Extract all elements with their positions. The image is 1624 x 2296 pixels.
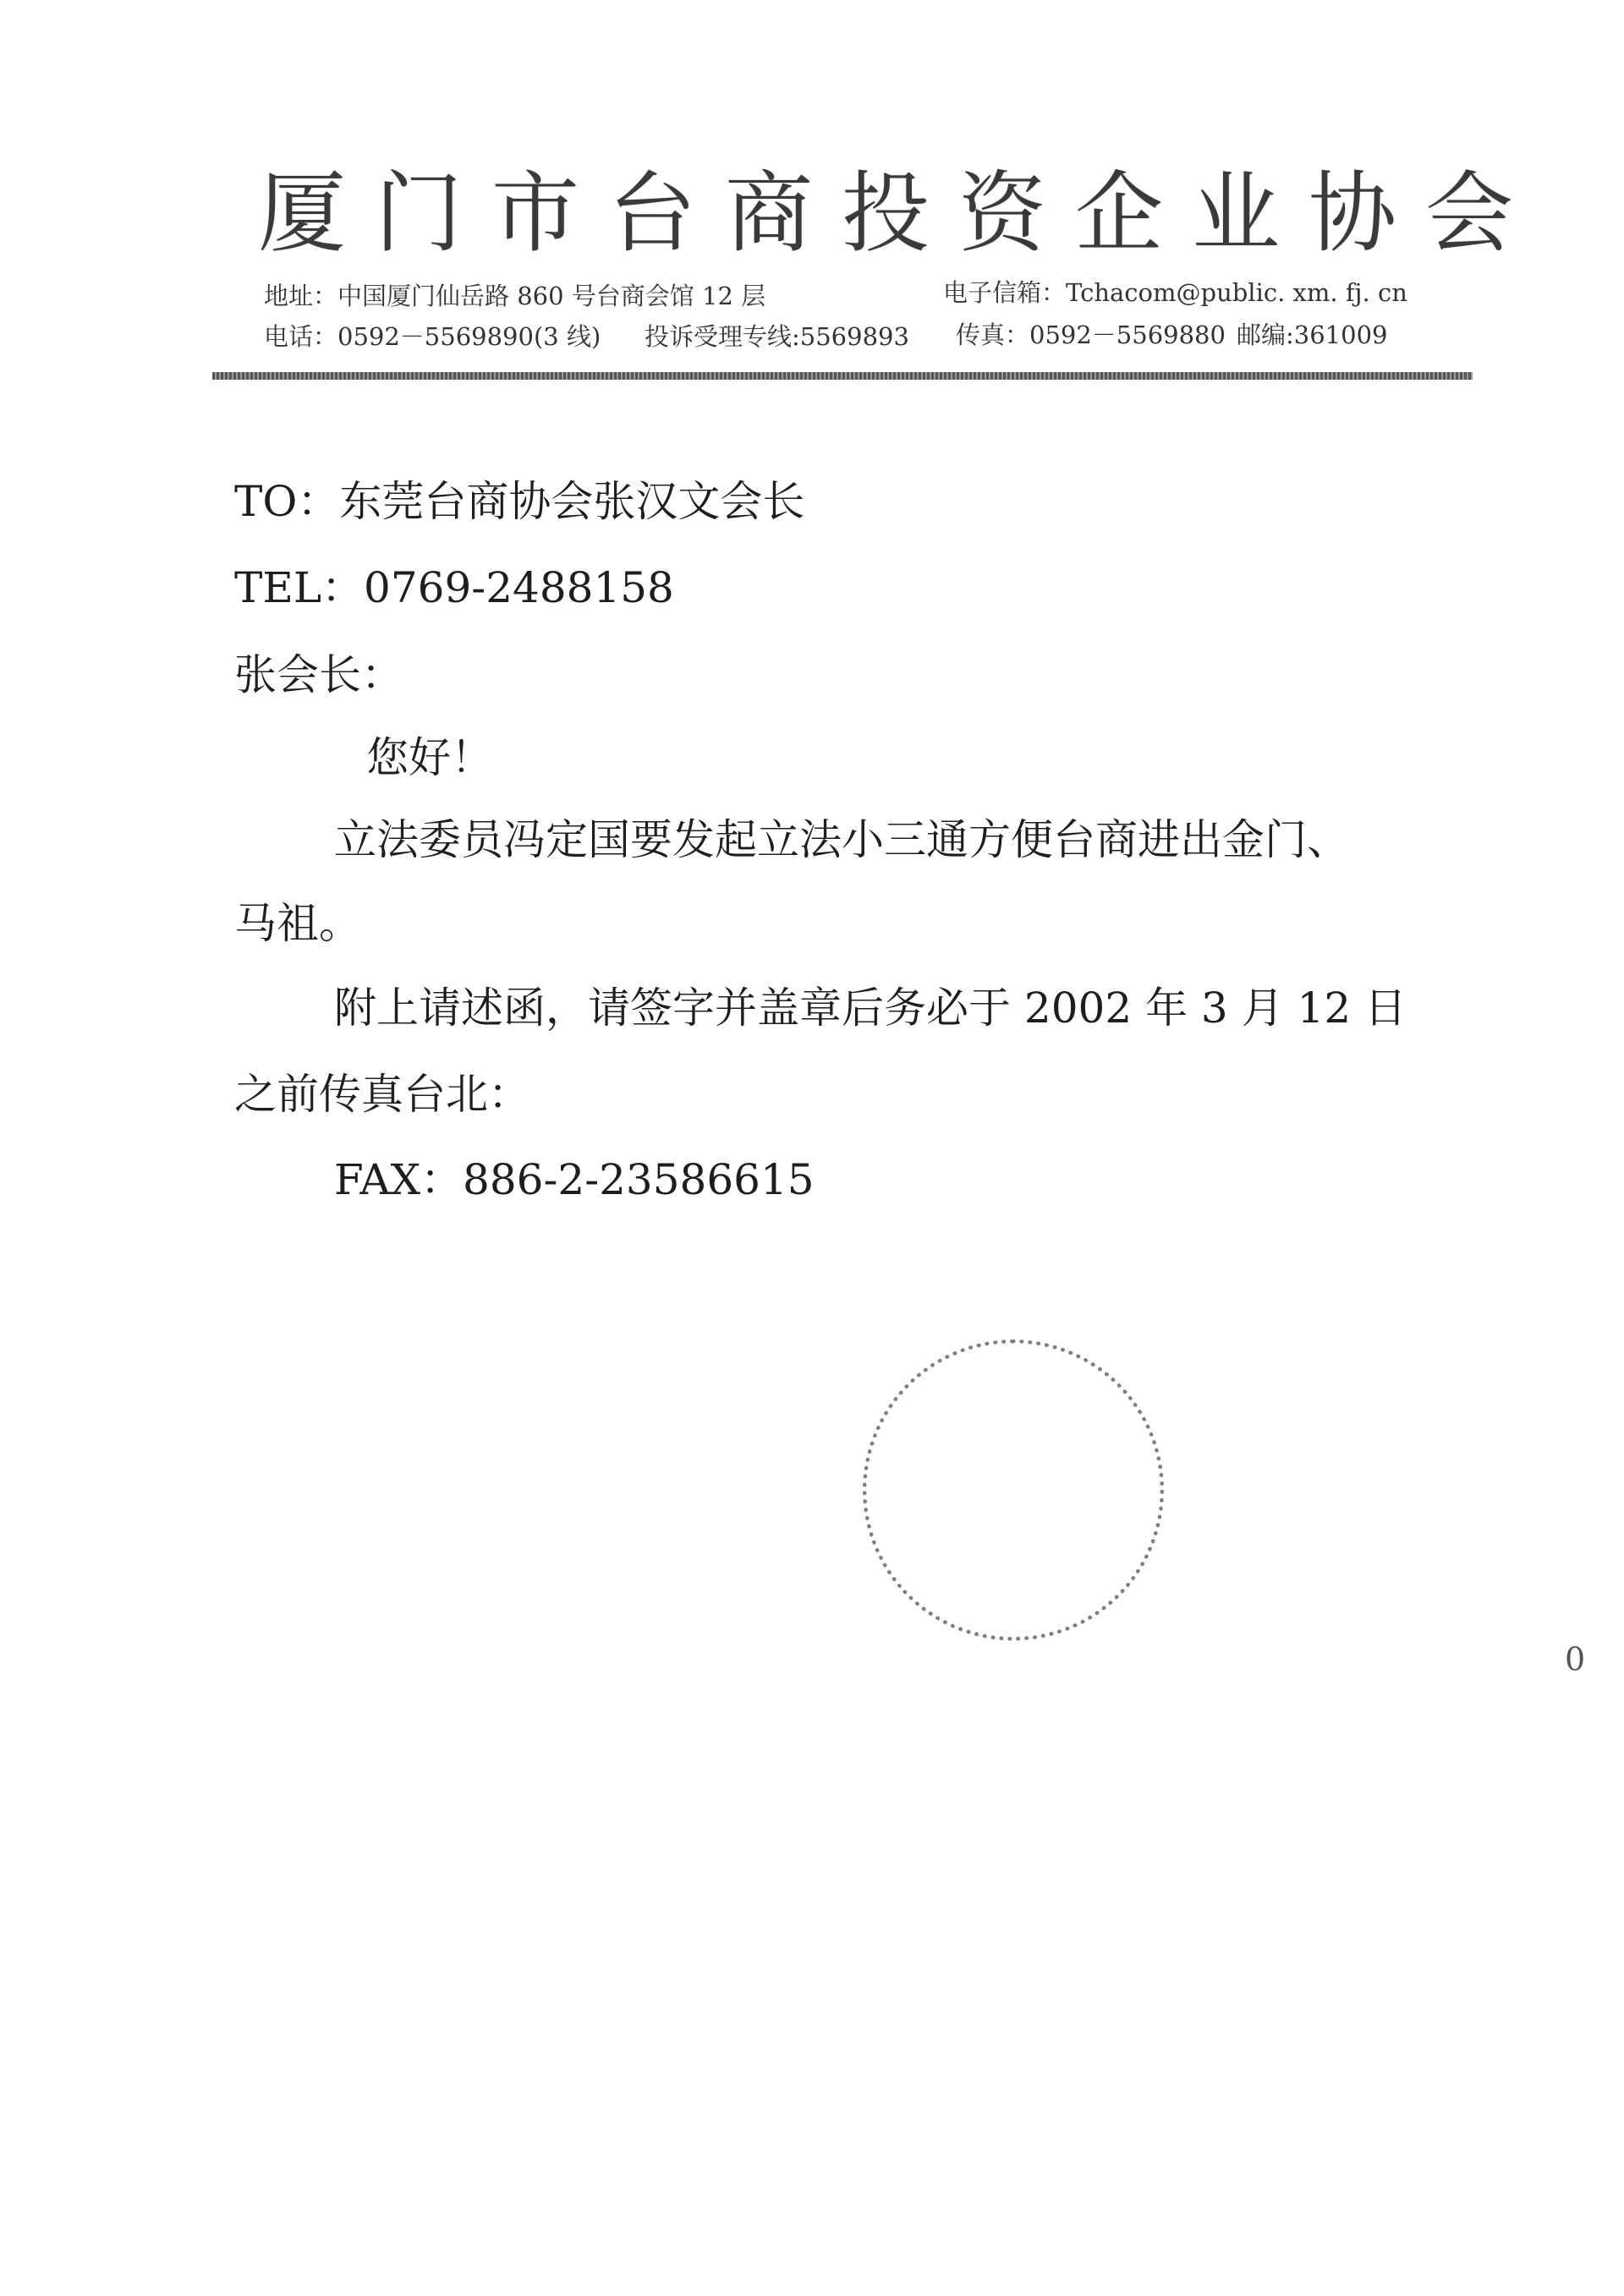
salutation: 张会长： [234, 650, 403, 699]
fax-number: FAX：886-2-23586615 [334, 1155, 815, 1204]
paragraph2-line2: 之前传真台北： [234, 1070, 530, 1119]
paragraph1-line1: 立法委员冯定国要发起立法小三通方便台商进出金门、 [334, 815, 1349, 864]
letterhead-divider [212, 372, 1473, 380]
letterhead-postcode: 邮编:361009 [1237, 321, 1388, 349]
recipient-tel: TEL：0769-2488158 [234, 563, 674, 612]
paragraph1-line2: 马祖。 [234, 899, 361, 948]
letterhead-email: 电子信箱：Tchacom@public. xm. fj. cn [943, 278, 1407, 307]
letterhead-title: 厦门市台商投资企业协会 [258, 162, 1543, 265]
official-seal [863, 1340, 1164, 1641]
page-number: 0 [1565, 1641, 1586, 1678]
recipient-line: TO：东莞台商协会张汉文会长 [234, 477, 805, 526]
paragraph2-line1: 附上请述函，请签字并盖章后务必于 2002 年 3 月 12 日 [334, 984, 1407, 1033]
letterhead-complaint-line: 投诉受理专线:5569893 [645, 322, 909, 351]
greeting: 您好！ [366, 733, 493, 782]
letterhead-fax: 传真：0592－5569880 [956, 321, 1226, 349]
letterhead-phone: 电话：0592－5569890(3 线) [264, 322, 601, 351]
letterhead-address: 地址：中国厦门仙岳路 860 号台商会馆 12 层 [264, 282, 766, 310]
